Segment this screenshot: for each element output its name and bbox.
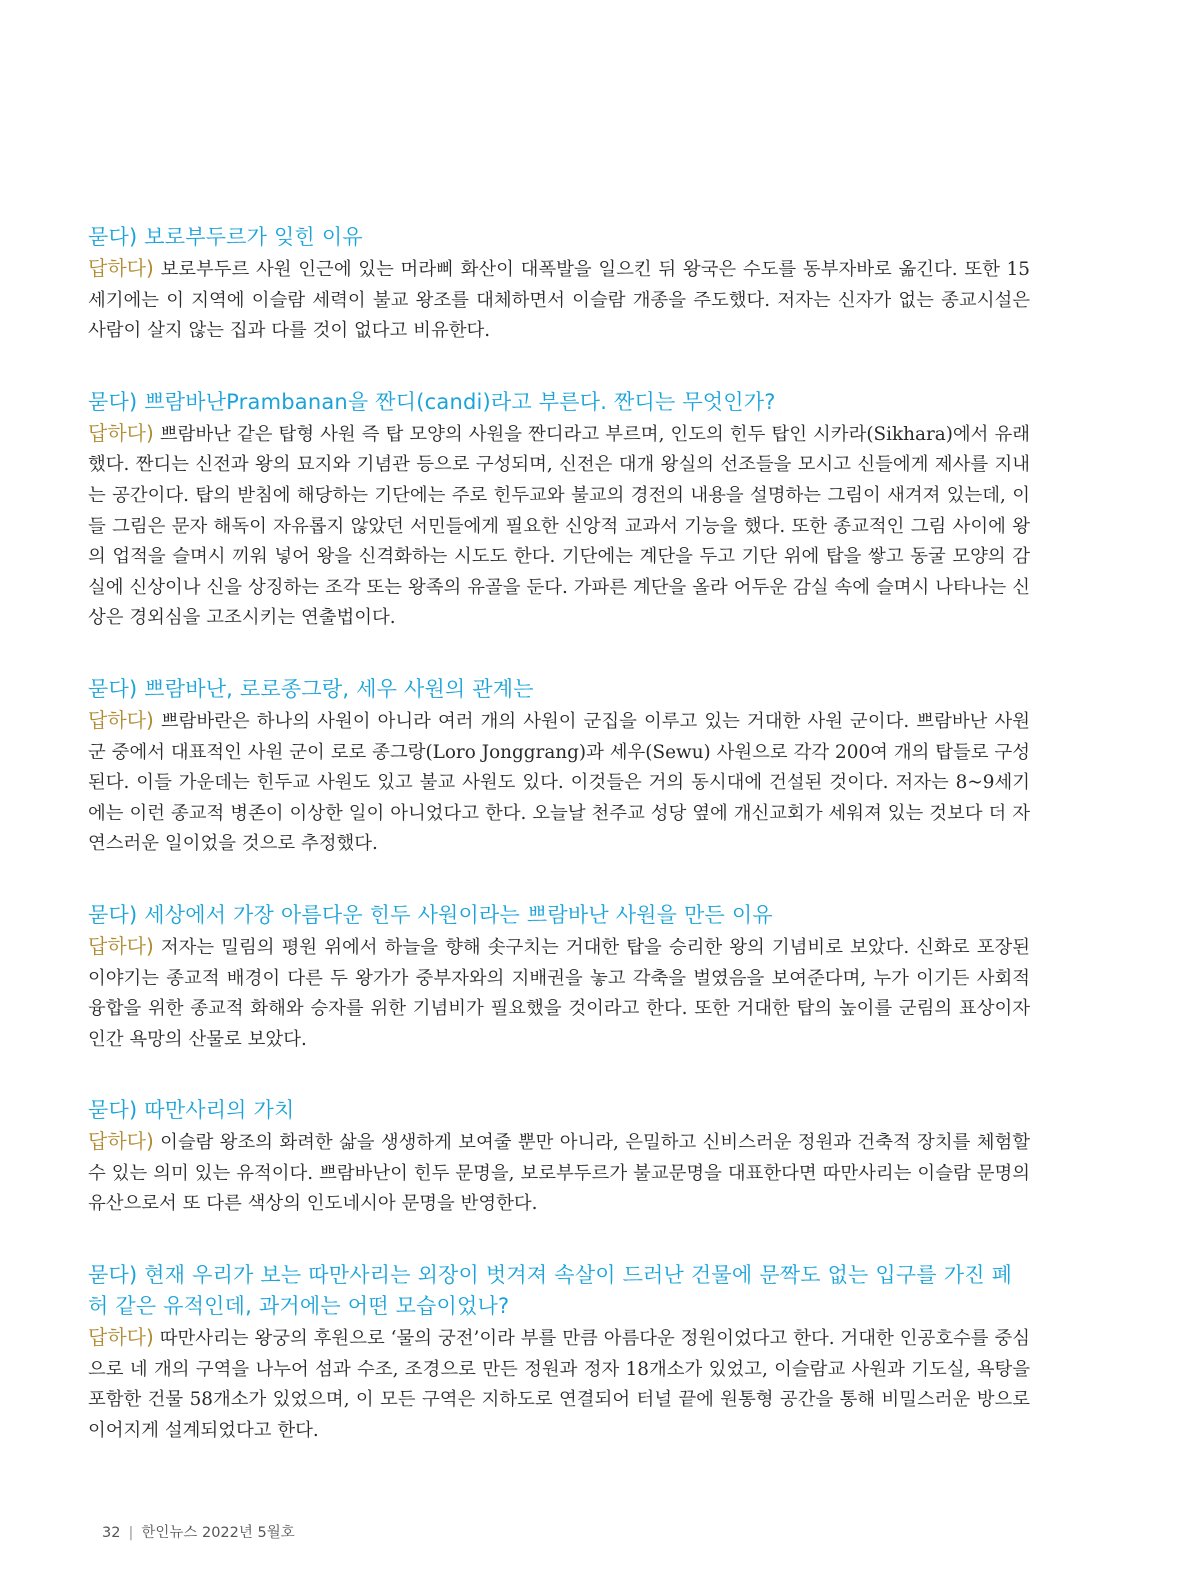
question-heading: 묻다) 세상에서 가장 아름다운 힌두 사원이라는 쁘람바난 사원을 만든 이유: [88, 902, 773, 927]
publication-name: 한인뉴스 2022년 5월호: [141, 1525, 295, 1541]
qa-block: [88, 900, 1030, 1055]
answer-label: 답하다): [88, 707, 154, 732]
qa-block: [88, 1095, 1030, 1220]
answer-label: 답하다): [88, 933, 154, 958]
answer-paragraph: [88, 1126, 1030, 1220]
page-number: 32: [102, 1525, 121, 1541]
answer-paragraph: [88, 253, 1030, 347]
qa-block: [88, 222, 1030, 347]
answer-text: 저자는 밀림의 평원 위에서 하늘을 향해 솟구치는 거대한 탑을 승리한 왕의 기념비로 보았다. 신화로 포장된 이야기는 종교적 배경이 다른 두 왕가가 중부자와의 지배권을 놓고 각축을 벌였음을 보여준다며, 누가 이기든 사회적 융합을 위한 종교적 화해와 승자를 위한 기념비가 필요했을 것이라고 한다. 또한 거대한 탑의 높이를 군림의 표상이자 인간 욕망의 산물로 보았다.: [88, 936, 1030, 1050]
question-heading: 묻다) 현재 우리가 보는 따만사리는 외장이 벗겨져 속살이 드러난 건물에 문짝도 없는 입구를 가진 폐허 같은 유적인데, 과거에는 어떤 모습이었나?: [88, 1263, 1013, 1319]
answer-label: 답하다): [88, 1129, 154, 1154]
answer-text: 쁘람바난 같은 탑형 사원 즉 탑 모양의 사원을 짠디라고 부르며, 인도의 힌두 탑인 시카라(Sikhara)에서 유래했다. 짠디는 신전과 왕의 묘지와 기념관 등으로 구성되며, 신전은 대개 왕실의 선조들을 모시고 신들에게 제사를 지내는 공간이다. 탑의 받침에 해당하는 기단에는 주로 힌두교와 불교의 경전의 내용을 설명하는 그림이 새겨져 있는데, 이들 그림은 문자 해독이 자유롭지 않았던 서민들에게 필요한 신앙적 교과서 기능을 했다. 또한 종교적인 그림 사이에 왕의 업적을 슬며시 끼워 넣어 왕을 신격화하는 시도도 한다. 기단에는 계단을 두고 기단 위에 탑을 쌓고 동굴 모양의 감실에 신상이나 신을 상징하는 조각 또는 왕족의 유골을 둔다. 가파른 계단을 올라 어두운 감실 속에 슬며시 나타나는 신상은 경외심을 고조시키는 연출법이다.: [88, 423, 1030, 629]
answer-text: 쁘람바란은 하나의 사원이 아니라 여러 개의 사원이 군집을 이루고 있는 거대한 사원 군이다. 쁘람바난 사원 군 중에서 대표적인 사원 군이 로로 종그랑(Loro Jonggrang)과 세우(Sewu) 사원으로 각각 200여 개의 탑들로 구성된다. 이들 가운데는 힌두교 사원도 있고 불교 사원도 있다. 이것들은 거의 동시대에 건설된 것이다. 저자는 8~9세기에는 이런 종교적 병존이 이상한 일이 아니었다고 한다. 오늘날 천주교 성당 옆에 개신교회가 세워져 있는 것보다 더 자연스러운 일이었을 것으로 추정했다.: [88, 710, 1030, 855]
answer-text: 따만사리는 왕궁의 후원으로 ‘물의 궁전’이라 부를 만큼 아름다운 정원이었다고 한다. 거대한 인공호수를 중심으로 네 개의 구역을 나누어 섬과 수조, 조경으로 만든 정원과 정자 18개소가 있었고, 이슬람교 사원과 기도실, 욕탕을 포함한 건물 58개소가 있었으며, 이 모든 구역은 지하도로 연결되어 터널 끝에 원통형 공간을 통해 비밀스러운 방으로 이어지게 설계되었다고 한다.: [88, 1328, 1030, 1441]
answer-label: 답하다): [88, 256, 154, 280]
article-body: [88, 222, 1030, 1486]
qa-block: [88, 1260, 1030, 1446]
question-heading: 묻다) 따만사리의 가치: [88, 1098, 295, 1123]
answer-paragraph: [88, 705, 1030, 860]
qa-block: [88, 387, 1030, 634]
question-heading: 묻다) 보로부두르가 잊힌 이유: [88, 225, 363, 249]
answer-label: 답하다): [88, 420, 154, 445]
answer-text: 보로부두르 사원 인근에 있는 머라삐 화산이 대폭발을 일으킨 뒤 왕국은 수도를 동부자바로 옮긴다. 또한 15세기에는 이 지역에 이슬람 세력이 불교 왕조를 대체하면서 이슬람 개종을 주도했다. 저자는 신자가 없는 종교시설은 사람이 살지 않는 집과 다를 것이 없다고 비유한다.: [88, 259, 1030, 342]
question-heading: 묻다) 쁘람바난, 로로종그랑, 세우 사원의 관계는: [88, 676, 534, 701]
answer-paragraph: [88, 1322, 1030, 1446]
answer-text: 이슬람 왕조의 화려한 삶을 생생하게 보여줄 뿐만 아니라, 은밀하고 신비스러운 정원과 건축적 장치를 체험할 수 있는 의미 있는 유적이다. 쁘람바난이 힌두 문명을, 보로부두르가 불교문명을 대표한다면 따만사리는 이슬람 문명의 유산으로서 또 다른 색상의 인도네시아 문명을 반영한다.: [88, 1132, 1030, 1215]
footer-separator: |: [128, 1525, 134, 1541]
page-footer: [102, 1521, 295, 1542]
question-heading: 묻다) 쁘람바난Prambanan을 짠디(candi)라고 부른다. 짠디는 무엇인가?: [88, 389, 776, 414]
answer-label: 답하다): [88, 1325, 154, 1350]
qa-block: [88, 674, 1030, 860]
answer-paragraph: [88, 931, 1030, 1055]
answer-paragraph: [88, 418, 1030, 634]
